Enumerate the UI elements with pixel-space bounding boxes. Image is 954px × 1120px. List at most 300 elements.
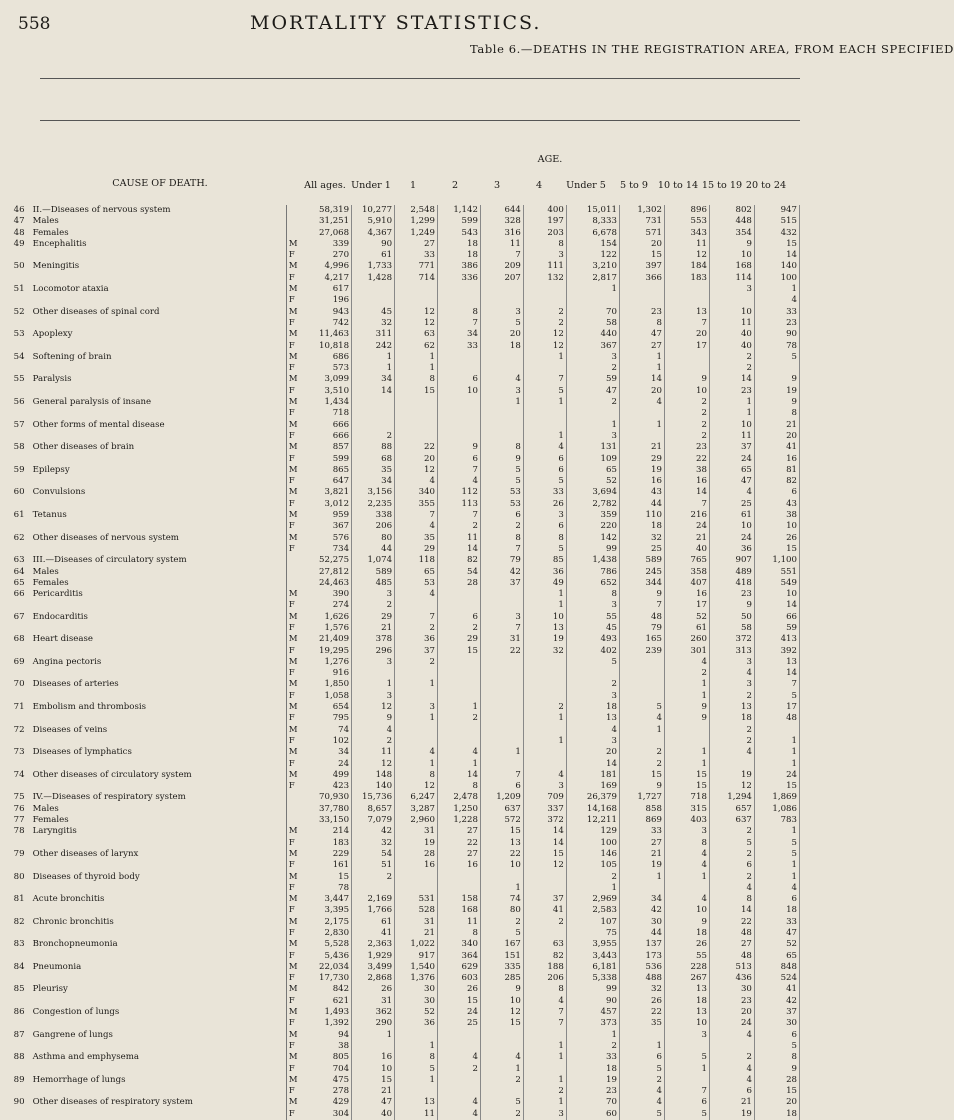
count-cell: 6 (709, 1086, 754, 1097)
count-cell: 896 (664, 205, 709, 216)
sex-marker: F (288, 250, 295, 261)
line-number: 80 (13, 871, 25, 882)
table-row (4, 567, 800, 578)
count-cell: 637 (709, 815, 754, 826)
table-row (4, 725, 800, 736)
count-cell: 18 (437, 239, 480, 250)
count-cell: 12,211 (566, 815, 619, 826)
count-cell: 5 (754, 691, 799, 702)
cause-name: Congestion of lungs (31, 1007, 287, 1018)
table-title: Table 6.—DEATHS IN THE REGISTRATION AREA, FROM EACH SPECIFIED (470, 42, 954, 56)
count-cell: 168 (437, 905, 480, 916)
count-cell: 7 (619, 600, 664, 611)
count-cell: 16 (352, 1052, 395, 1063)
cause-name (31, 1086, 287, 1097)
count-cell (523, 691, 566, 702)
count-cell (437, 284, 480, 295)
count-cell: 571 (619, 228, 664, 239)
sex-marker: F (288, 905, 295, 916)
count-cell: 848 (754, 962, 799, 973)
count-cell: 27 (709, 939, 754, 950)
count-cell: 34 (301, 747, 352, 758)
count-cell: 61 (352, 250, 395, 261)
count-cell: 1 (523, 1075, 566, 1086)
count-cell: 36 (395, 634, 438, 645)
sex-marker: F (288, 1063, 295, 1074)
cause-name: Diseases of thyroid body (31, 872, 287, 883)
count-cell: 1 (352, 352, 395, 363)
count-cell (437, 736, 480, 747)
count-cell: 29 (395, 544, 438, 555)
count-cell: 573 (301, 363, 352, 374)
count-cell: 4 (664, 860, 709, 871)
count-cell: 19 (566, 1075, 619, 1086)
sex-marker: M (288, 351, 298, 362)
count-cell: 15 (754, 1086, 799, 1097)
count-cell (437, 1086, 480, 1097)
count-cell: 24 (664, 521, 709, 532)
table-row (4, 341, 800, 352)
table-row (4, 883, 800, 894)
count-cell: 1,022 (395, 939, 438, 950)
count-cell (480, 725, 523, 736)
count-cell: 629 (437, 962, 480, 973)
count-cell: 3,210 (566, 261, 619, 272)
count-cell (437, 1075, 480, 1086)
count-cell: 14 (523, 826, 566, 837)
table-row (4, 1030, 800, 1041)
cause-name: Males (31, 216, 287, 227)
count-cell: 14 (619, 374, 664, 385)
count-cell: 110 (619, 510, 664, 521)
sex-marker: F (288, 295, 295, 306)
count-cell (566, 408, 619, 419)
sex-marker: F (288, 758, 295, 769)
count-cell: 4 (619, 397, 664, 408)
count-cell: 181 (566, 770, 619, 781)
count-cell: 173 (619, 951, 664, 962)
count-cell: 41 (523, 905, 566, 916)
count-cell: 1,929 (352, 951, 395, 962)
cause-name: Pleurisy (31, 984, 287, 995)
count-cell: 21 (664, 533, 709, 544)
cause-name: III.—Diseases of circulatory system (31, 555, 287, 566)
count-cell (395, 1086, 438, 1097)
count-cell: 2,235 (352, 499, 395, 510)
count-cell: 1,142 (437, 205, 480, 216)
line-number: 67 (13, 611, 25, 622)
count-cell: 528 (395, 905, 438, 916)
line-number: 87 (13, 1029, 25, 1040)
table-row (4, 623, 800, 634)
count-cell: 4 (709, 668, 754, 679)
cause-name: Locomotor ataxia (31, 284, 287, 295)
count-cell: 169 (566, 781, 619, 792)
count-cell (523, 420, 566, 431)
line-number (4, 646, 31, 657)
count-cell: 765 (664, 555, 709, 566)
count-cell: 10 (480, 860, 523, 871)
count-cell: 378 (352, 634, 395, 645)
sex-marker: M (288, 769, 298, 780)
count-cell: 25 (709, 499, 754, 510)
cause-name (31, 781, 287, 792)
count-cell: 2 (523, 1086, 566, 1097)
table-row (4, 691, 800, 702)
count-cell: 1,294 (709, 792, 754, 803)
count-cell: 21 (352, 1086, 395, 1097)
count-cell: 1 (395, 352, 438, 363)
count-cell: 12 (523, 341, 566, 352)
count-cell (523, 872, 566, 883)
count-cell: 418 (709, 578, 754, 589)
count-cell: 1 (395, 1041, 438, 1052)
cause-name (31, 668, 287, 679)
cause-name (31, 273, 287, 284)
count-cell: 2,830 (301, 928, 352, 939)
count-cell: 61 (709, 510, 754, 521)
count-cell: 1 (352, 363, 395, 374)
count-cell (709, 295, 754, 306)
count-cell (523, 883, 566, 894)
count-cell: 31 (395, 826, 438, 837)
sex-marker: F (288, 837, 295, 848)
count-cell: 1,392 (301, 1018, 352, 1029)
count-cell: 8 (566, 589, 619, 600)
line-number: 64 (13, 566, 25, 577)
sex-marker: M (288, 679, 298, 690)
count-cell: 392 (754, 646, 799, 657)
count-cell: 290 (352, 1018, 395, 1029)
count-cell: 32 (352, 838, 395, 849)
count-cell (664, 295, 709, 306)
count-cell: 11 (437, 533, 480, 544)
sex-marker: F (288, 1108, 295, 1119)
table-row (4, 657, 800, 668)
count-cell: 27 (619, 838, 664, 849)
count-cell: 4 (480, 374, 523, 385)
count-cell: 4 (709, 487, 754, 498)
count-cell: 7 (480, 623, 523, 634)
count-cell: 742 (301, 318, 352, 329)
count-cell (352, 284, 395, 295)
count-cell: 27 (395, 239, 438, 250)
table-row (4, 1064, 800, 1075)
count-cell: 572 (480, 815, 523, 826)
count-cell: 2,817 (566, 273, 619, 284)
count-cell: 5 (523, 476, 566, 487)
count-cell (352, 1041, 395, 1052)
count-cell: 40 (709, 329, 754, 340)
count-cell (523, 725, 566, 736)
line-number: 48 (13, 227, 25, 238)
sex-marker: F (288, 408, 295, 419)
count-cell: 1,376 (395, 973, 438, 984)
count-cell: 40 (664, 544, 709, 555)
count-cell: 3,287 (395, 804, 438, 815)
cause-name: Other diseases of nervous system (31, 533, 287, 544)
count-cell: 22 (480, 646, 523, 657)
count-cell: 53 (480, 487, 523, 498)
count-cell: 4 (437, 747, 480, 758)
count-cell: 1 (480, 397, 523, 408)
line-number: 53 (13, 329, 25, 340)
sex-marker: F (288, 1040, 295, 1051)
count-cell: 8 (523, 533, 566, 544)
count-cell: 551 (754, 567, 799, 578)
line-number (4, 951, 31, 962)
count-cell: 58,319 (301, 205, 352, 216)
count-cell: 4 (395, 747, 438, 758)
count-cell: 2,363 (352, 939, 395, 950)
count-cell: 17 (754, 702, 799, 713)
count-cell: 6 (754, 487, 799, 498)
table-row (4, 1041, 800, 1052)
count-cell: 1 (754, 872, 799, 883)
count-cell: 432 (754, 228, 799, 239)
table-row (4, 826, 800, 837)
sex-marker: M (288, 702, 298, 713)
line-number (4, 600, 31, 611)
count-cell: 75 (566, 928, 619, 939)
count-cell: 1,576 (301, 623, 352, 634)
count-cell: 270 (301, 250, 352, 261)
count-cell: 47 (352, 1097, 395, 1108)
cause-name (31, 408, 287, 419)
count-cell: 65 (754, 951, 799, 962)
count-cell: 15 (619, 770, 664, 781)
count-cell: 12 (395, 318, 438, 329)
line-number: 54 (13, 351, 25, 362)
count-cell: 20 (480, 329, 523, 340)
count-cell: 576 (301, 533, 352, 544)
count-cell: 31 (480, 634, 523, 645)
cause-name (31, 431, 287, 442)
count-cell: 16 (437, 860, 480, 871)
count-cell: 142 (566, 533, 619, 544)
count-cell: 100 (566, 838, 619, 849)
count-cell: 372 (709, 634, 754, 645)
table-row (4, 420, 800, 431)
count-cell: 959 (301, 510, 352, 521)
count-cell (709, 1041, 754, 1052)
count-cell (437, 679, 480, 690)
line-number: 49 (13, 238, 25, 249)
table-row (4, 250, 800, 261)
count-cell (619, 668, 664, 679)
count-cell: 336 (437, 273, 480, 284)
table-row (4, 1052, 800, 1063)
sex-marker: M (288, 916, 298, 927)
count-cell: 15 (395, 386, 438, 397)
count-cell (437, 668, 480, 679)
table-row (4, 917, 800, 928)
count-cell: 3 (709, 679, 754, 690)
count-cell: 12 (480, 1007, 523, 1018)
count-cell: 13 (664, 307, 709, 318)
count-cell: 63 (395, 329, 438, 340)
count-cell: 13 (664, 1007, 709, 1018)
count-cell: 12 (523, 860, 566, 871)
line-number (4, 623, 31, 634)
count-cell: 90 (566, 996, 619, 1007)
count-cell: 475 (301, 1075, 352, 1086)
cause-name (31, 623, 287, 634)
cause-name: Embolism and thrombosis (31, 702, 287, 713)
sex-marker: M (288, 1052, 298, 1063)
count-cell (395, 431, 438, 442)
count-cell (523, 679, 566, 690)
count-cell: 54 (437, 567, 480, 578)
sex-marker: M (288, 419, 298, 430)
table-row (4, 239, 800, 250)
count-cell: 513 (709, 962, 754, 973)
cause-name: Other diseases of respiratory system (31, 1097, 287, 1108)
cause-name (31, 928, 287, 939)
count-cell: 786 (566, 567, 619, 578)
count-cell: 203 (523, 228, 566, 239)
count-cell: 355 (395, 499, 438, 510)
count-cell: 313 (709, 646, 754, 657)
count-cell: 52 (395, 1007, 438, 1018)
count-cell: 403 (664, 815, 709, 826)
count-cell: 111 (523, 261, 566, 272)
count-cell: 33 (619, 826, 664, 837)
count-cell: 38 (754, 510, 799, 521)
table-row (4, 770, 800, 781)
count-cell: 1,100 (754, 555, 799, 566)
count-cell: 8 (523, 984, 566, 995)
count-cell: 7 (664, 1086, 709, 1097)
table-row (4, 668, 800, 679)
count-cell: 28 (395, 849, 438, 860)
count-cell: 45 (352, 307, 395, 318)
sex-marker: F (288, 317, 295, 328)
count-cell: 1,493 (301, 1007, 352, 1018)
count-cell (619, 657, 664, 668)
count-cell: 23 (754, 318, 799, 329)
count-cell: 34 (437, 329, 480, 340)
count-cell: 3 (566, 352, 619, 363)
sex-marker (286, 578, 300, 589)
line-number (4, 1018, 31, 1029)
mortality-table (4, 205, 800, 1120)
count-cell: 1 (523, 1041, 566, 1052)
cause-name: Diseases of veins (31, 725, 287, 736)
cause-name (31, 996, 287, 1007)
count-cell (523, 668, 566, 679)
count-cell (437, 1041, 480, 1052)
count-cell: 2 (709, 352, 754, 363)
count-cell: 260 (664, 634, 709, 645)
count-cell: 5 (619, 1109, 664, 1120)
cause-name: Other diseases of circulatory system (31, 770, 287, 781)
count-cell: 7 (480, 544, 523, 555)
count-cell: 38 (301, 1041, 352, 1052)
count-cell: 188 (523, 962, 566, 973)
count-cell: 2 (566, 397, 619, 408)
count-cell: 31,251 (301, 216, 352, 227)
line-number: 59 (13, 464, 25, 475)
count-cell: 1 (437, 702, 480, 713)
count-cell: 2 (709, 363, 754, 374)
table-row (4, 431, 800, 442)
count-cell: 22 (480, 849, 523, 860)
count-cell: 1,850 (301, 679, 352, 690)
count-cell: 25 (619, 544, 664, 555)
count-cell: 858 (619, 804, 664, 815)
count-cell: 80 (352, 533, 395, 544)
count-cell: 316 (480, 228, 523, 239)
count-cell: 15 (754, 544, 799, 555)
count-cell: 35 (352, 465, 395, 476)
table-row (4, 747, 800, 758)
count-cell: 485 (352, 578, 395, 589)
sex-marker: F (288, 498, 295, 509)
count-cell: 367 (301, 521, 352, 532)
count-cell: 5,528 (301, 939, 352, 950)
table-row (4, 374, 800, 385)
count-cell: 2 (437, 1064, 480, 1075)
count-cell: 3 (395, 702, 438, 713)
count-cell: 1,869 (754, 792, 799, 803)
column-header: 5 to 9 (620, 180, 648, 191)
count-cell: 28 (754, 1075, 799, 1086)
count-cell: 10 (709, 521, 754, 532)
count-cell: 1 (619, 1041, 664, 1052)
count-cell: 30 (709, 984, 754, 995)
line-number (4, 1064, 31, 1075)
count-cell: 4 (523, 996, 566, 1007)
line-number: 71 (13, 702, 25, 713)
count-cell: 2,548 (395, 205, 438, 216)
count-cell: 20 (619, 386, 664, 397)
count-cell (352, 668, 395, 679)
count-cell (480, 668, 523, 679)
sex-marker (286, 567, 300, 578)
cause-name: Males (31, 804, 287, 815)
count-cell: 209 (480, 261, 523, 272)
cause-name (31, 905, 287, 916)
cause-name (31, 1109, 287, 1120)
count-cell: 5 (480, 476, 523, 487)
table-row (4, 736, 800, 747)
count-cell: 1 (709, 397, 754, 408)
count-cell: 8 (437, 928, 480, 939)
count-cell: 79 (619, 623, 664, 634)
count-cell: 311 (352, 329, 395, 340)
count-cell: 15,736 (352, 792, 395, 803)
count-cell: 14 (437, 770, 480, 781)
count-cell: 22 (619, 1007, 664, 1018)
count-cell (480, 363, 523, 374)
count-cell: 22,034 (301, 962, 352, 973)
count-cell: 436 (709, 973, 754, 984)
count-cell: 1,086 (754, 804, 799, 815)
count-cell: 216 (664, 510, 709, 521)
cause-name: Heart disease (31, 634, 287, 645)
count-cell: 15,011 (566, 205, 619, 216)
count-cell: 278 (301, 1086, 352, 1097)
count-cell (437, 352, 480, 363)
count-cell: 3 (352, 691, 395, 702)
count-cell: 4 (619, 713, 664, 724)
count-cell: 9 (619, 781, 664, 792)
count-cell: 18 (566, 702, 619, 713)
count-cell (754, 725, 799, 736)
cause-name (31, 860, 287, 871)
count-cell: 4 (437, 1109, 480, 1120)
